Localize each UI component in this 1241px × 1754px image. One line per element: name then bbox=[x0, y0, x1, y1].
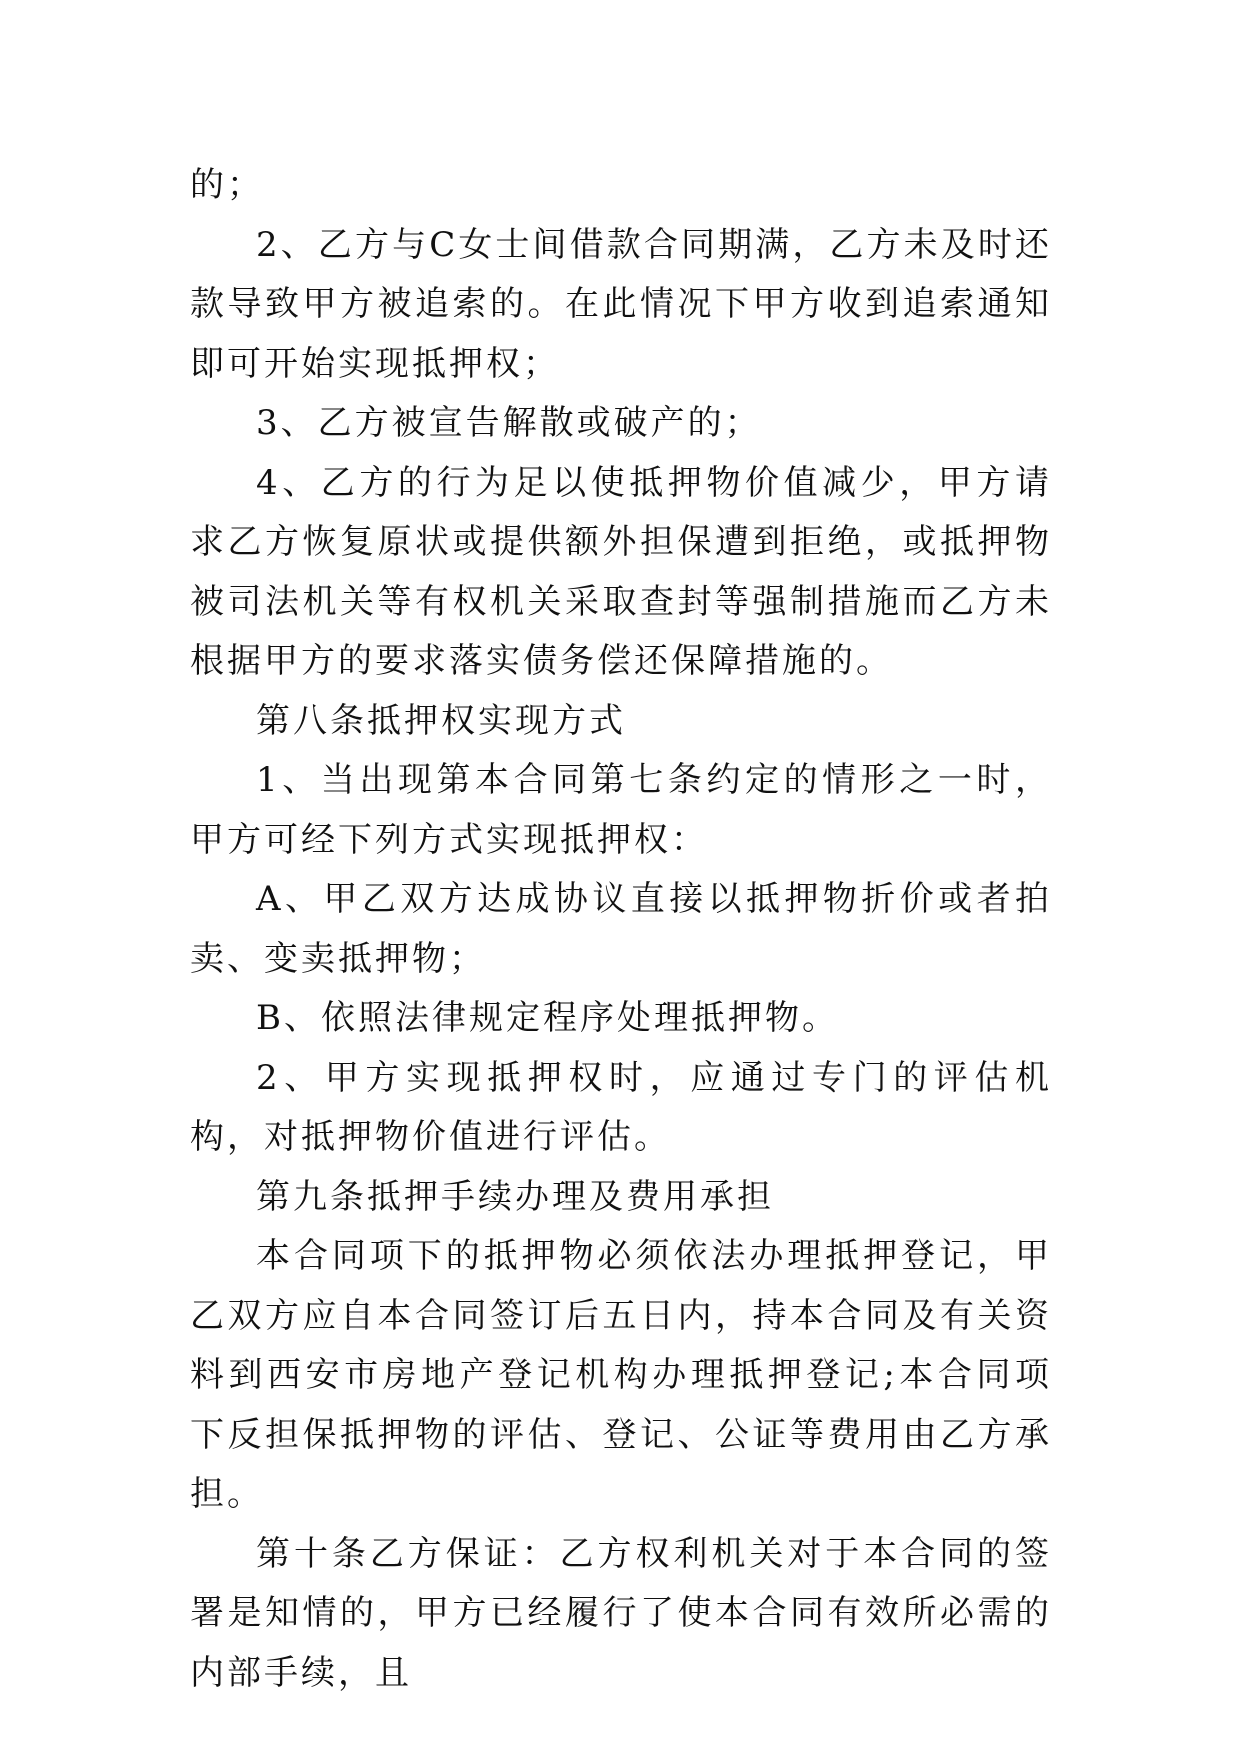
article-8-heading: 第八条抵押权实现方式 bbox=[256, 700, 626, 741]
article-9-heading: 第九条抵押手续办理及费用承担 bbox=[256, 1176, 774, 1217]
contract-body bbox=[190, 156, 1052, 1703]
paragraph-clause-3: 3、乙方被宣告解散或破产的； bbox=[256, 403, 762, 443]
article-8-item-b: B、依照法律规定程序处理抵押物。 bbox=[256, 998, 839, 1038]
paragraph-continuation: 的； bbox=[190, 165, 264, 205]
paragraph-clause-2: 2、乙方与C女士间借款合同期满，乙方未及时还款导致甲方被追索的。在此情况下甲方收到追索通知即可开始实现抵押权； bbox=[190, 224, 1052, 384]
article-10-body: 第十条乙方保证：乙方权利机关对于本合同的签署是知情的，甲方已经履行了使本合同有效所必需的内部手续，且 bbox=[190, 1533, 1052, 1693]
article-9-body: 本合同项下的抵押物必须依法办理抵押登记，甲乙双方应自本合同签订后五日内，持本合同及有关资料到西安市房地产登记机构办理抵押登记;本合同项下反担保抵押物的评估、登记、公证等费用由乙方承担。 bbox=[190, 1236, 1052, 1514]
paragraph-clause-4: 4、乙方的行为足以使抵押物价值减少，甲方请求乙方恢复原状或提供额外担保遭到拒绝，或抵押物被司法机关等有权机关采取查封等强制措施而乙方未根据甲方的要求落实债务偿还保障措施的。 bbox=[190, 462, 1052, 681]
article-8-item-1: 1、当出现第本合同第七条约定的情形之一时，甲方可经下列方式实现抵押权： bbox=[190, 760, 1052, 860]
article-8-item-a: A、甲乙双方达成协议直接以抵押物折价或者拍卖、变卖抵押物； bbox=[190, 879, 1052, 979]
article-8-item-2: 2、甲方实现抵押权时，应通过专门的评估机构，对抵押物价值进行评估。 bbox=[190, 1057, 1052, 1157]
